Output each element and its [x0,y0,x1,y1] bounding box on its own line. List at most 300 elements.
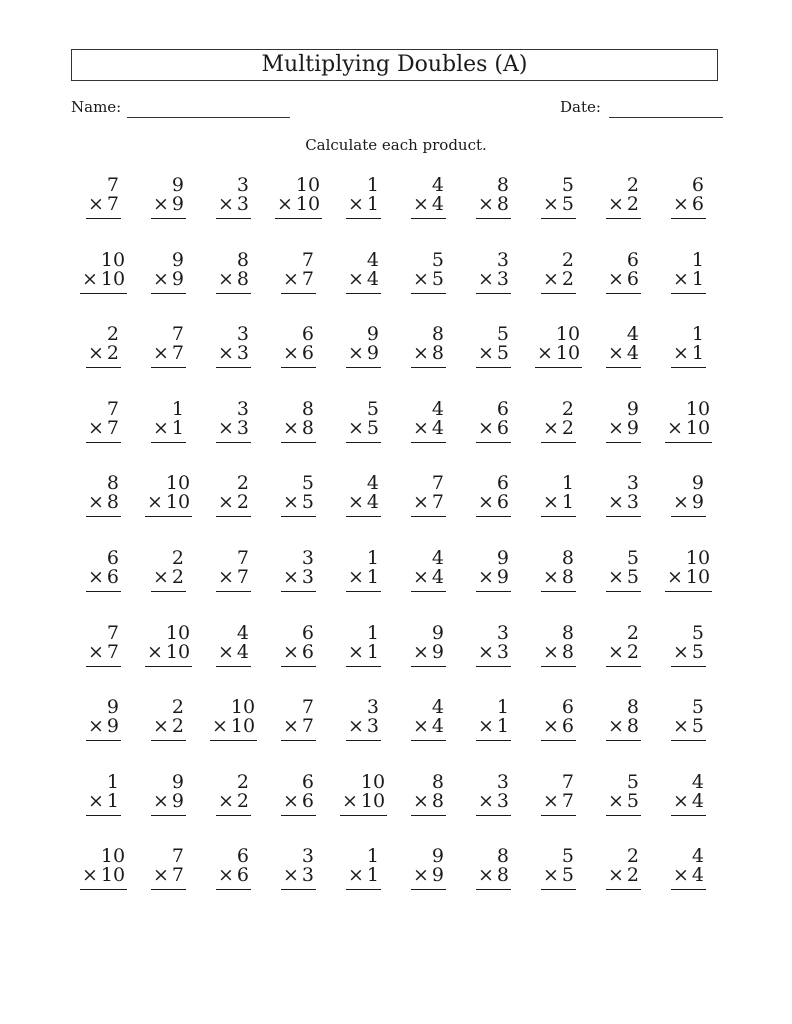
multiplication-problem [71,770,136,848]
bottom-operand: 4 [431,715,444,738]
bottom-operand-row [80,267,127,294]
multiplication-problem [136,248,201,326]
problem-stack [86,770,121,848]
bottom-operand: 5 [626,565,639,588]
problem-stack [671,248,706,326]
problem-stack [145,474,192,549]
problem-stack [216,474,251,549]
top-operand: 3 [496,621,509,644]
bottom-operand-row [216,344,251,368]
multiplication-problem [396,474,461,549]
top-operand: 4 [431,174,444,196]
multiplication-problem [136,770,201,848]
name-label: Name: [71,98,122,116]
multiply-sign: × [412,565,429,588]
bottom-operand: 1 [171,416,184,439]
multiply-sign: × [412,193,429,215]
multiply-sign: × [347,193,364,215]
bottom-operand: 9 [171,193,184,215]
problem-stack [281,621,316,699]
problem-stack [281,325,316,400]
problem-stack [210,698,257,773]
multiplication-problem [201,176,266,251]
problem-stack [216,621,251,699]
bottom-operand: 7 [106,640,119,663]
multiplication-problem [331,176,396,251]
bottom-operand: 1 [106,789,119,812]
multiply-sign: × [672,193,689,215]
problem-stack [541,176,576,251]
problem-stack [216,847,251,922]
bottom-operand-row [606,344,641,368]
name-blank-line[interactable] [127,97,290,118]
bottom-operand-row [216,866,251,890]
bottom-operand-row [476,717,511,741]
top-operand: 7 [171,323,184,346]
multiplication-problem [591,770,656,848]
bottom-operand-row [411,565,446,592]
problem-stack [86,325,121,400]
problem-stack [541,546,576,624]
top-operand: 10 [165,472,191,495]
bottom-operand: 7 [561,789,574,812]
bottom-operand-row [346,195,381,219]
problem-stack [476,770,511,848]
problem-stack [606,546,641,624]
top-operand: 4 [691,770,704,793]
bottom-operand-row [671,195,706,219]
top-operand: 9 [431,621,444,644]
problem-stack [671,176,706,251]
multiplication-problem [331,847,396,922]
multiplication-problem [71,698,136,773]
bottom-operand: 9 [106,715,119,738]
bottom-operand-row [281,717,316,741]
bottom-operand: 10 [165,640,191,663]
problem-stack [671,325,706,400]
bottom-operand: 2 [561,267,574,290]
problem-stack [606,248,641,326]
top-operand: 2 [626,845,639,868]
bottom-operand-row [281,416,316,443]
problem-stack [346,546,381,624]
bottom-operand-row [671,717,706,741]
multiplication-problem [331,546,396,624]
multiply-sign: × [672,640,689,663]
multiplication-problem [591,621,656,699]
multiply-sign: × [477,416,494,439]
bottom-operand-row [216,565,251,592]
top-operand: 5 [431,248,444,271]
multiplication-problem [136,176,201,251]
multiply-sign: × [542,789,559,812]
bottom-operand: 3 [236,193,249,215]
multiply-sign: × [672,789,689,812]
multiply-sign: × [672,491,689,514]
top-operand: 1 [106,770,119,793]
multiply-sign: × [412,715,429,738]
top-operand: 8 [106,472,119,495]
multiply-sign: × [217,267,234,290]
multiplication-problem [461,325,526,400]
multiplication-problem [266,325,331,400]
top-operand: 3 [236,174,249,196]
problem-stack [671,698,706,773]
multiplication-problem [136,474,201,549]
top-operand: 10 [295,174,321,196]
bottom-operand-row [671,493,706,517]
bottom-operand-row [216,640,251,667]
multiply-sign: × [87,715,104,738]
bottom-operand: 1 [366,565,379,588]
bottom-operand-row [606,493,641,517]
problem-stack [476,176,511,251]
multiply-sign: × [217,193,234,215]
multiplication-problem [461,397,526,475]
problem-stack [411,248,446,326]
bottom-operand-row [606,195,641,219]
top-operand: 1 [366,174,379,196]
bottom-operand: 8 [301,416,314,439]
problem-stack [216,325,251,400]
multiplication-problem [396,847,461,922]
problem-stack [346,325,381,400]
problem-grid [71,176,721,922]
bottom-operand-row [346,416,381,443]
top-operand: 6 [626,248,639,271]
top-operand: 10 [100,248,126,271]
bottom-operand-row [281,267,316,294]
top-operand: 3 [496,248,509,271]
top-operand: 4 [626,323,639,346]
top-operand: 2 [561,397,574,420]
problem-stack [476,847,511,922]
top-operand: 6 [561,696,574,719]
multiplication-problem [71,248,136,326]
multiply-sign: × [282,565,299,588]
problem-stack [671,770,706,848]
bottom-operand-row [86,416,121,443]
bottom-operand-row [476,195,511,219]
problem-stack [216,397,251,475]
problem-stack [281,546,316,624]
bottom-operand-row [151,416,186,443]
problem-stack [411,397,446,475]
bottom-operand: 5 [301,491,314,514]
multiply-sign: × [347,267,364,290]
problem-stack [151,397,186,475]
bottom-operand: 8 [561,640,574,663]
multiply-sign: × [672,267,689,290]
bottom-operand: 3 [496,267,509,290]
bottom-operand: 10 [360,789,386,812]
multiply-sign: × [347,715,364,738]
multiply-sign: × [412,789,429,812]
multiplication-problem [656,546,721,624]
problem-stack [346,847,381,922]
top-operand: 9 [171,248,184,271]
problem-stack [216,176,251,251]
multiply-sign: × [607,416,624,439]
multiplication-problem [266,248,331,326]
bottom-operand-row [411,640,446,667]
top-operand: 10 [685,397,711,420]
top-operand: 1 [366,845,379,868]
top-operand: 7 [561,770,574,793]
multiplication-problem [201,397,266,475]
problem-stack [216,546,251,624]
bottom-operand-row [606,416,641,443]
top-operand: 9 [431,845,444,868]
name-field [71,96,290,118]
multiplication-problem [71,176,136,251]
top-operand: 8 [431,323,444,346]
top-operand: 3 [496,770,509,793]
date-blank-line[interactable] [609,97,723,118]
multiply-sign: × [217,640,234,663]
top-operand: 6 [301,323,314,346]
bottom-operand: 5 [496,342,509,365]
multiplication-problem [331,621,396,699]
bottom-operand: 6 [496,416,509,439]
bottom-operand: 5 [626,789,639,812]
multiplication-problem [591,474,656,549]
problem-stack [476,474,511,549]
top-operand: 6 [106,546,119,569]
bottom-operand: 5 [691,715,704,738]
bottom-operand: 3 [496,640,509,663]
multiplication-problem [201,474,266,549]
multiply-sign: × [152,864,169,887]
multiply-sign: × [477,640,494,663]
bottom-operand-row [80,866,127,890]
bottom-operand: 1 [366,640,379,663]
bottom-operand: 2 [171,565,184,588]
bottom-operand-row [476,493,511,517]
multiplication-problem [396,248,461,326]
bottom-operand-row [281,493,316,517]
worksheet-title: Multiplying Doubles (A) [71,49,718,81]
bottom-operand: 1 [691,267,704,290]
top-operand: 10 [100,845,126,868]
bottom-operand-row [671,789,706,816]
bottom-operand-row [541,493,576,517]
multiplication-problem [526,770,591,848]
bottom-operand-row [86,344,121,368]
multiplication-problem [136,325,201,400]
multiplication-problem [396,698,461,773]
multiply-sign: × [87,565,104,588]
multiply-sign: × [347,565,364,588]
bottom-operand: 10 [165,491,191,514]
bottom-operand: 1 [496,715,509,738]
multiplication-problem [266,474,331,549]
top-operand: 7 [106,621,119,644]
bottom-operand: 8 [106,491,119,514]
multiplication-problem [591,176,656,251]
multiplication-problem [461,621,526,699]
problem-stack [86,176,121,251]
bottom-operand-row [671,866,706,890]
bottom-operand: 8 [496,864,509,887]
bottom-operand-row [671,640,706,667]
multiplication-problem [71,325,136,400]
multiplication-problem [526,176,591,251]
bottom-operand-row [411,195,446,219]
top-operand: 10 [360,770,386,793]
problem-stack [346,176,381,251]
bottom-operand: 7 [431,491,444,514]
bottom-operand-row [411,416,446,443]
top-operand: 2 [171,696,184,719]
multiply-sign: × [607,342,624,365]
top-operand: 4 [431,546,444,569]
bottom-operand: 5 [366,416,379,439]
multiply-sign: × [607,565,624,588]
problem-stack [86,546,121,624]
bottom-operand: 2 [561,416,574,439]
problem-stack [346,397,381,475]
bottom-operand-row [151,344,186,368]
multiplication-problem [266,176,331,251]
multiply-sign: × [152,789,169,812]
bottom-operand-row [411,344,446,368]
problem-stack [151,325,186,400]
multiplication-problem [526,698,591,773]
bottom-operand: 2 [171,715,184,738]
bottom-operand-row [541,789,576,816]
bottom-operand: 4 [691,864,704,887]
multiply-sign: × [672,715,689,738]
bottom-operand-row [606,640,641,667]
multiply-sign: × [217,416,234,439]
problem-stack [86,698,121,773]
bottom-operand: 8 [626,715,639,738]
bottom-operand: 6 [691,193,704,215]
multiplication-problem [396,621,461,699]
multiply-sign: × [347,640,364,663]
problem-stack [671,474,706,549]
top-operand: 4 [366,472,379,495]
bottom-operand: 6 [301,789,314,812]
bottom-operand: 8 [561,565,574,588]
top-operand: 8 [561,546,574,569]
top-operand: 2 [171,546,184,569]
problem-stack [340,770,387,848]
problem-stack [541,770,576,848]
top-operand: 3 [236,323,249,346]
multiplication-problem [266,770,331,848]
top-operand: 6 [301,770,314,793]
multiplication-problem [331,248,396,326]
problem-stack [411,621,446,699]
bottom-operand: 6 [301,640,314,663]
bottom-operand-row [535,344,582,368]
bottom-operand-row [476,640,511,667]
multiply-sign: × [87,789,104,812]
bottom-operand-row [145,640,192,667]
problem-stack [606,621,641,699]
bottom-operand-row [541,717,576,741]
bottom-operand-row [606,717,641,741]
bottom-operand-row [411,493,446,517]
bottom-operand: 3 [496,789,509,812]
date-field [560,96,723,118]
bottom-operand: 1 [561,491,574,514]
top-operand: 4 [236,621,249,644]
top-operand: 8 [236,248,249,271]
top-operand: 5 [626,770,639,793]
multiply-sign: × [146,491,163,514]
problem-stack [665,397,712,475]
bottom-operand-row [86,493,121,517]
top-operand: 9 [691,472,704,495]
bottom-operand-row [346,493,381,517]
bottom-operand-row [541,195,576,219]
top-operand: 9 [171,770,184,793]
bottom-operand-row [476,267,511,294]
top-operand: 8 [496,845,509,868]
problem-stack [80,248,127,326]
multiply-sign: × [217,565,234,588]
bottom-operand: 4 [626,342,639,365]
top-operand: 10 [555,323,581,346]
multiplication-problem [656,847,721,922]
bottom-operand: 8 [431,342,444,365]
top-operand: 3 [236,397,249,420]
problem-stack [476,248,511,326]
bottom-operand: 7 [106,193,119,215]
multiplication-problem [526,546,591,624]
multiplication-problem [526,325,591,400]
multiply-sign: × [276,193,293,215]
multiply-sign: × [87,640,104,663]
bottom-operand-row [411,866,446,890]
problem-stack [606,474,641,549]
multiply-sign: × [607,640,624,663]
top-operand: 10 [685,546,711,569]
multiplication-problem [71,397,136,475]
bottom-operand-row [541,416,576,443]
bottom-operand-row [151,717,186,741]
multiply-sign: × [347,491,364,514]
multiply-sign: × [347,342,364,365]
multiply-sign: × [542,640,559,663]
bottom-operand: 9 [171,267,184,290]
bottom-operand: 9 [496,565,509,588]
bottom-operand: 7 [106,416,119,439]
multiply-sign: × [607,267,624,290]
multiply-sign: × [542,715,559,738]
multiply-sign: × [607,491,624,514]
bottom-operand-row [216,493,251,517]
multiplication-problem [591,546,656,624]
multiply-sign: × [282,416,299,439]
multiply-sign: × [282,342,299,365]
multiply-sign: × [477,267,494,290]
bottom-operand-row [151,267,186,294]
bottom-operand: 10 [685,416,711,439]
bottom-operand-row [665,565,712,592]
bottom-operand: 7 [301,715,314,738]
multiply-sign: × [347,864,364,887]
problem-stack [281,770,316,848]
top-operand: 7 [301,248,314,271]
multiply-sign: × [412,416,429,439]
multiplication-problem [526,474,591,549]
bottom-operand: 3 [301,864,314,887]
multiplication-problem [266,847,331,922]
